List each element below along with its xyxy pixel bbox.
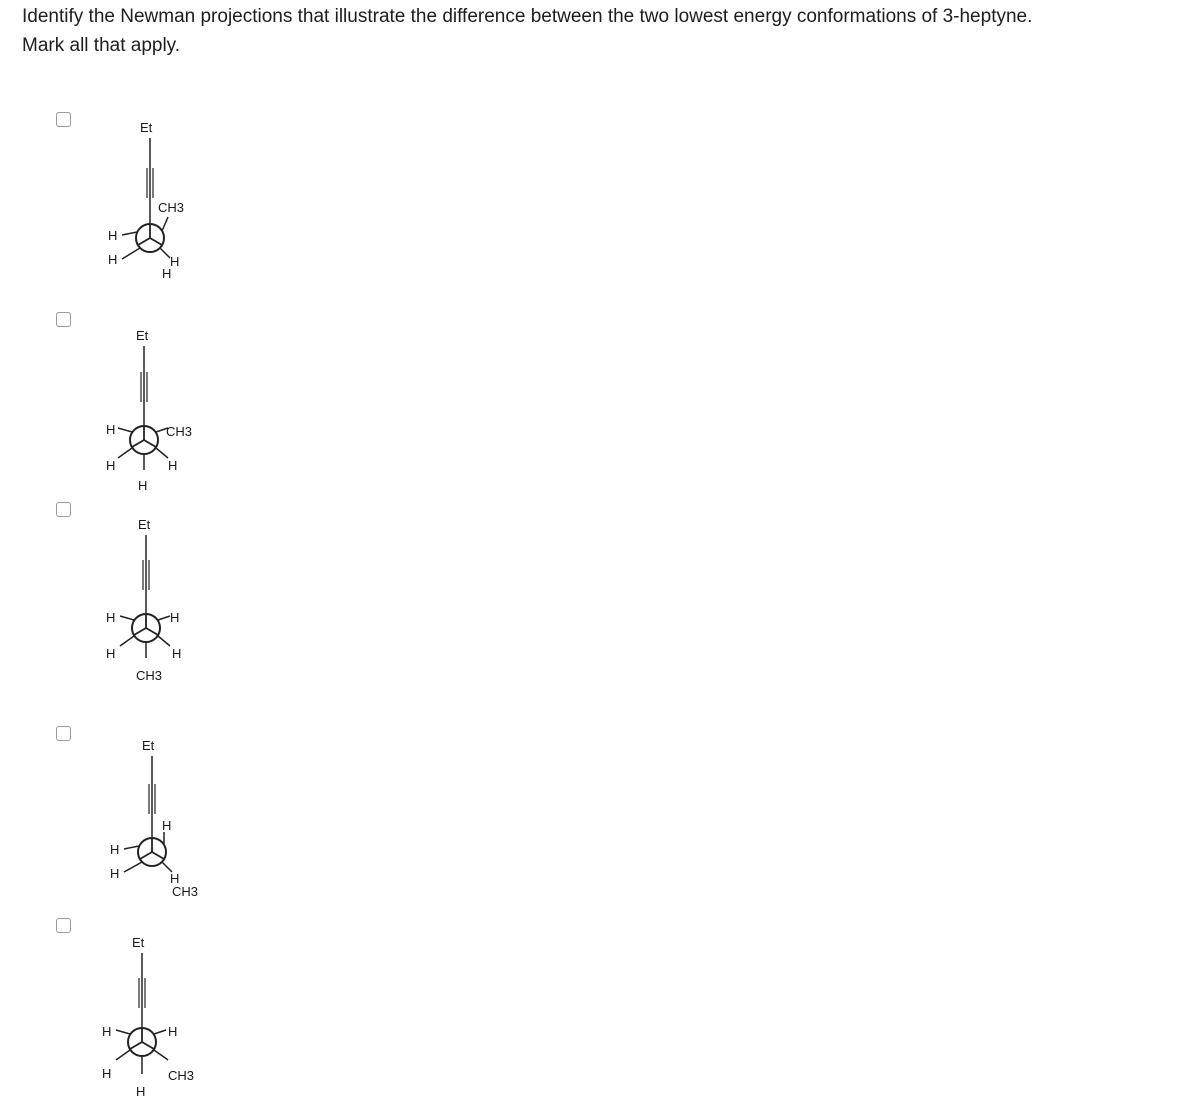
substituent-label-front-upper-right: H (170, 610, 180, 625)
substituent-label-back-lower-left: H (106, 646, 116, 661)
substituent-label-front-upper-left: H (106, 422, 116, 437)
substituent-label-back-lower-left: H (108, 252, 118, 267)
question-line-2: Mark all that apply. (22, 35, 181, 56)
substituent-label-front-lower-right: H (170, 254, 180, 269)
substituent-label-back-lower-left: H (106, 458, 116, 473)
option-4-checkbox[interactable] (56, 726, 71, 741)
substituent-label-front-bottom: CH3 (136, 668, 163, 683)
option-3-top-label: Et (138, 517, 151, 532)
option-1-checkbox[interactable] (56, 112, 71, 127)
substituent-label-front-upper-left: H (102, 1024, 112, 1039)
substituent-label-front-bottom: H (138, 478, 148, 493)
option-1-newman-projection (96, 112, 226, 302)
question-text (22, 2, 1192, 60)
option-5-checkbox[interactable] (56, 918, 71, 933)
substituent-label-back-bottom: H (162, 266, 172, 281)
option-1-top-label: Et (140, 120, 153, 135)
option-4-top-label: Et (142, 738, 155, 753)
substituent-label-back-lower-right: CH3 (168, 1068, 195, 1083)
option-2-newman-projection (96, 312, 226, 502)
substituent-label-back-lower-right: H (170, 871, 180, 886)
substituent-label-back-lower-right: H (172, 646, 182, 661)
substituent-label-front-upper-right: H (162, 818, 172, 833)
substituent-label-front-left: H (110, 842, 120, 857)
substituent-label-front-upper-right: CH3 (166, 424, 193, 439)
substituent-label-back-upper-left: H (108, 228, 118, 243)
option-5-top-label: Et (132, 935, 145, 950)
substituent-label-back-lower-left: H (110, 866, 120, 881)
option-2-top-label: Et (136, 328, 149, 343)
question-line-1: Identify the Newman projections that illustrate the difference between the two lowest energy conformations of 3-heptyne. (22, 6, 1033, 27)
substituent-label-back-lower-right: H (168, 458, 178, 473)
option-2-checkbox[interactable] (56, 312, 71, 327)
substituent-label-front-upper-right: H (168, 1024, 178, 1039)
option-3-newman-projection (96, 502, 226, 692)
option-3-checkbox[interactable] (56, 502, 71, 517)
substituent-label-front-upper-left: H (106, 610, 116, 625)
substituent-label-front-upper-right: CH3 (158, 200, 185, 215)
option-5-newman-projection (96, 918, 226, 1108)
substituent-label-back-lower-left: H (102, 1066, 112, 1081)
substituent-label-front-lower-right: CH3 (172, 884, 199, 899)
option-4-newman-projection (96, 726, 226, 916)
substituent-label-front-bottom: H (136, 1084, 146, 1099)
